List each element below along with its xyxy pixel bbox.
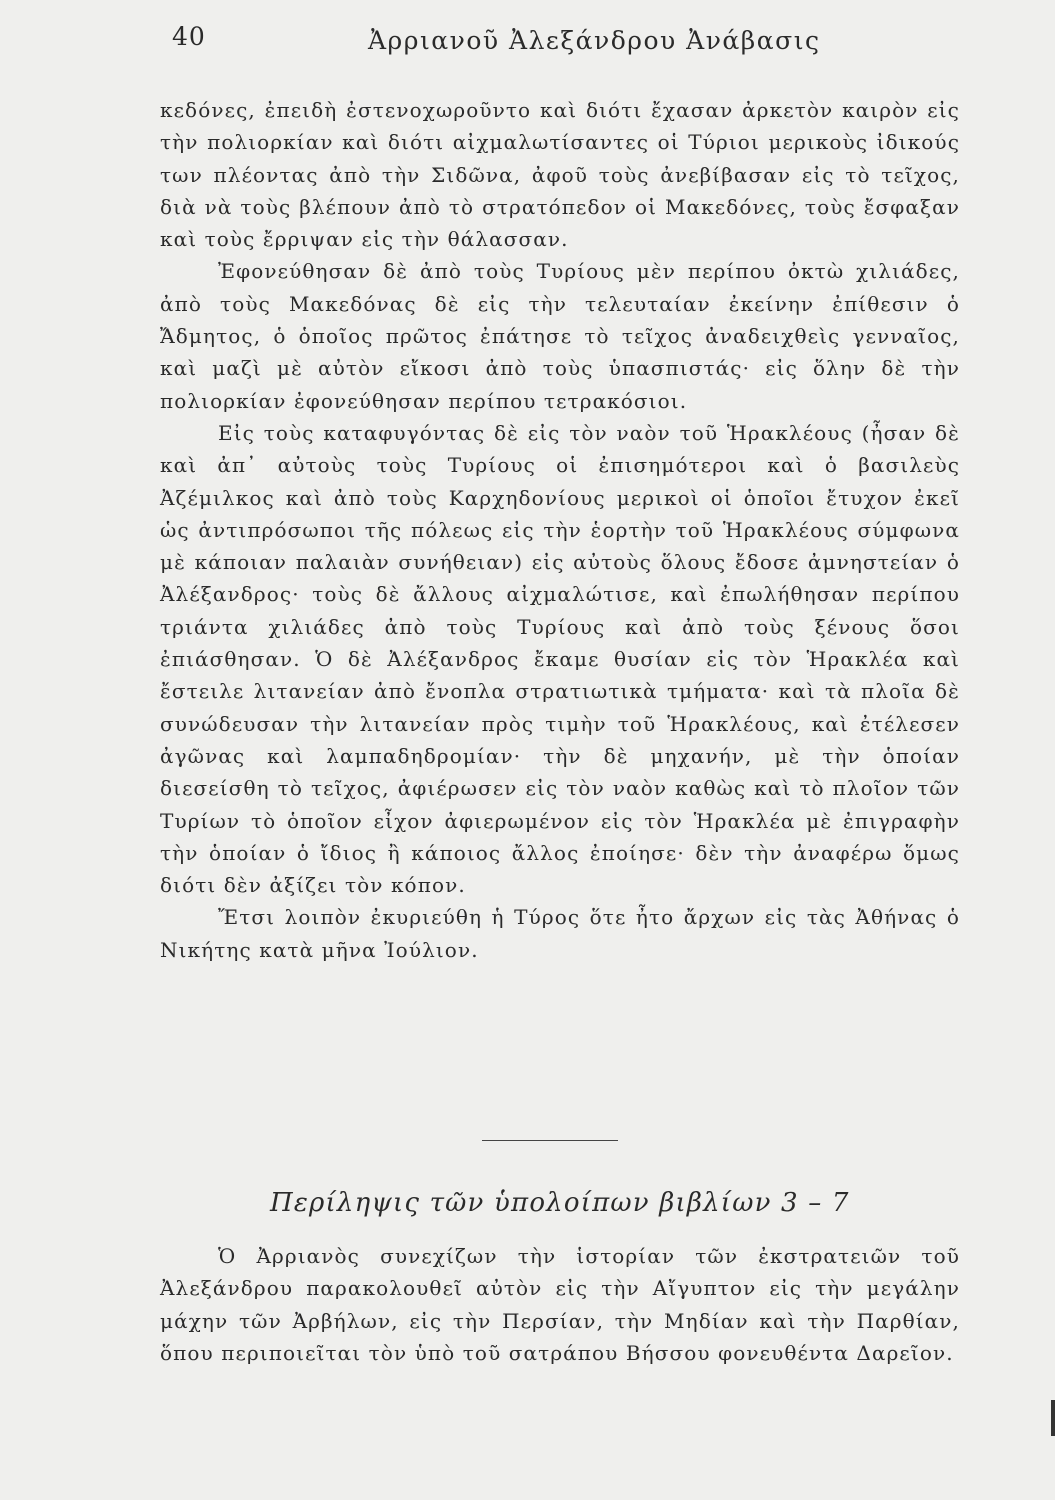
section-divider xyxy=(482,1140,618,1141)
running-head xyxy=(172,22,972,62)
running-title: Ἀρριανοῦ Ἀλεξάνδρου Ἀνάβασις xyxy=(368,26,821,55)
summary-text xyxy=(160,1240,960,1369)
paragraph-conclusion: Ἔτσι λοιπὸν ἐκυριεύθη ἡ Τύρος ὅτε ἦτο ἄρχων εἰς τὰς Ἀθήνας ὁ Νικήτης κατὰ μῆνα Ἰούλιον. xyxy=(160,905,960,962)
main-text xyxy=(160,94,960,966)
summary-paragraph: Ὁ Ἀρριανὸς συνεχίζων τὴν ἱστορίαν τῶν ἐκστρατειῶν τοῦ Ἀλεξάνδρου παρακολουθεῖ αὐτὸν εἰς τὴν Αἴγυπτον εἰς τὴν μεγάλην μάχην τῶν Ἀρβήλων, εἰς τὴν Περσίαν, τὴν Μηδίαν καὶ τὴν Παρθίαν, ὅπου περιποιεῖται τὸν ὑπὸ τοῦ σατράπου Βήσσου φονευθέντα Δαρεῖον. xyxy=(160,1244,960,1365)
page-edge-mark xyxy=(1051,1400,1055,1436)
section-heading: Περίληψις τῶν ὑπολοίπων βιβλίων 3 – 7 xyxy=(270,1188,850,1218)
paragraph-casualties: Ἐφονεύθησαν δὲ ἀπὸ τοὺς Τυρίους μὲν περίπου ὀκτὼ χιλιάδες, ἀπὸ τοὺς Μακεδόνας δὲ εἰς τὴν τελευταίαν ἐκείνην ἐπίθεσιν ὁ Ἄδμητος, ὁ ὁποῖος πρῶτος ἐπάτησε τὸ τεῖχος ἀναδειχθεὶς γενναῖος, καὶ μαζὶ μὲ αὐτὸν εἴκοσι ἀπὸ τοὺς ὑπασπιστάς· εἰς ὅλην δὲ τὴν πολιορκίαν ἐφονεύθησαν περίπου τετρακόσιοι. xyxy=(160,259,960,413)
paragraph-continuation: κεδόνες, ἐπειδὴ ἐστενοχωροῦντο καὶ διότι ἔχασαν ἀρκετὸν καιρὸν εἰς τὴν πολιορκίαν καὶ διότι αἰχμαλωτίσαντες οἱ Τύριοι μερικοὺς ἰδικούς των πλέοντας ἀπὸ τὴν Σιδῶνα, ἀφοῦ τοὺς ἀνεβίβασαν εἰς τὸ τεῖχος, διὰ νὰ τοὺς βλέπουν ἀπὸ τὸ στρατόπεδον οἱ Μακεδόνες, τοὺς ἔσφαξαν καὶ τοὺς ἔρριψαν εἰς τὴν θάλασσαν. xyxy=(160,98,960,252)
paragraph-amnesty: Εἰς τοὺς καταφυγόντας δὲ εἰς τὸν ναὸν τοῦ Ἡρακλέους (ἦσαν δὲ καὶ ἀπ᾽ αὐτοὺς τοὺς Τυρίους οἱ ἐπισημότεροι καὶ ὁ βασιλεὺς Ἀζέμιλκος καὶ ἀπὸ τοὺς Καρχηδονίους μερικοὶ οἱ ὁποῖοι ἔτυχον ἐκεῖ ὡς ἀντιπρόσωποι τῆς πόλεως εἰς τὴν ἑορτὴν τοῦ Ἡρακλέους σύμφωνα μὲ κάποιαν παλαιὰν συνήθειαν) εἰς αὐτοὺς ὅλους ἔδοσε ἀμνηστείαν ὁ Ἀλέξανδρος· τοὺς δὲ ἄλλους αἰχμαλώτισε, καὶ ἐπωλήθησαν περίπου τριάντα χιλιάδες ἀπὸ τοὺς Τυρίους καὶ ἀπὸ τοὺς ξένους ὅσοι ἐπιάσθησαν. Ὁ δὲ Ἀλέξανδρος ἔκαμε θυσίαν εἰς τὸν Ἡρακλέα καὶ ἔστειλε λιτανείαν ἀπὸ ἔνοπλα στρατιωτικὰ τμήματα· καὶ τὰ πλοῖα δὲ συνώδευσαν τὴν λιτανείαν πρὸς τιμὴν τοῦ Ἡρακλέους, καὶ ἐτέλεσεν ἀγῶνας καὶ λαμπαδηδρομίαν· τὴν δὲ μηχανήν, μὲ τὴν ὁποίαν διεσείσθη τὸ τεῖχος, ἀφιέρωσεν εἰς τὸν ναὸν καθὼς καὶ τὸ πλοῖον τῶν Τυρίων τὸ ὁποῖον εἶχον ἀφιερωμένον εἰς τὸν Ἡρακλέα μὲ ἐπιγραφὴν τὴν ὁποίαν ὁ ἴδιος ἢ κάποιος ἄλλος ἐποίησε· δὲν τὴν ἀναφέρω ὅμως διότι δὲν ἀξίζει τὸν κόπον. xyxy=(160,420,960,898)
page-number: 40 xyxy=(172,22,206,51)
